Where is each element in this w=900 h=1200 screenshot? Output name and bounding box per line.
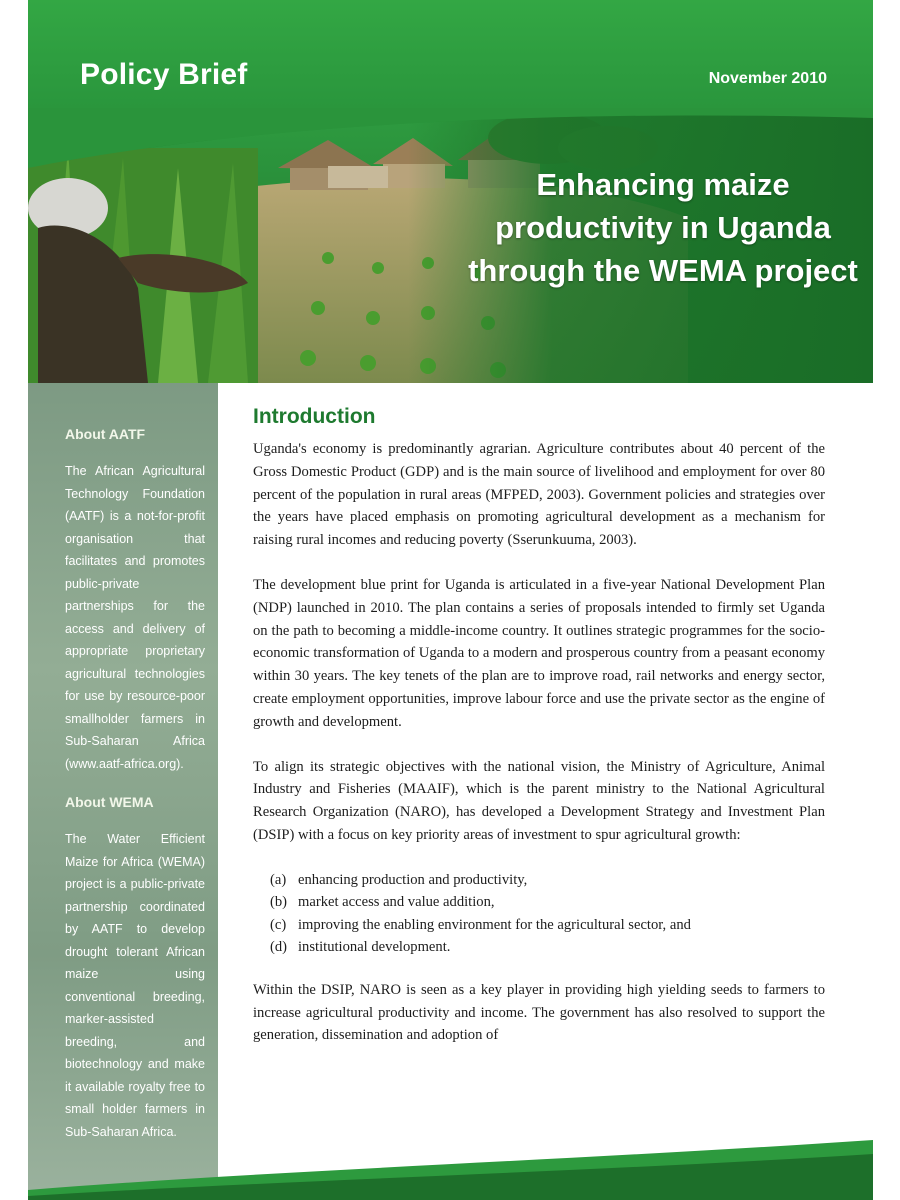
paragraph: To align its strategic objectives with the national vision, the Ministry of Agriculture, Animal Industry and Fisheries (MAAIF), which is the parent ministry to the National Agricultural Research Organization (NARO), has developed a Development Strategy and Investment Plan (DSIP) with a focus on key priority areas of investment to spur agricultural growth:	[253, 758, 825, 843]
policy-brief-page	[28, 0, 873, 1200]
list-item-text: institutional development.	[298, 939, 451, 956]
paragraph: Within the DSIP, NARO is seen as a key player in providing high yielding seeds to farmers to increase agricultural productivity and income. The government has also resolved to support the generation, dissemination and adoption of	[253, 981, 825, 1044]
sidebar-section-title: About WEMA	[65, 794, 154, 810]
list-item	[270, 891, 825, 914]
list-item-text: market access and value addition,	[298, 894, 495, 911]
sidebar-section-title: About AATF	[65, 426, 146, 442]
list-item	[270, 869, 825, 892]
sidebar	[28, 383, 218, 1200]
header-banner	[28, 0, 873, 383]
list-item	[270, 914, 825, 937]
list-marker: (a)	[270, 871, 287, 888]
policy-brief-label: Policy Brief	[80, 58, 248, 91]
sidebar-section-wema	[65, 794, 205, 1143]
page-title: Enhancing maize productivity in Uganda through the WEMA project	[468, 167, 858, 288]
list-item-text: enhancing production and productivity,	[298, 871, 528, 888]
list-marker: (b)	[270, 894, 288, 911]
section-heading: Introduction	[253, 405, 376, 428]
list-marker: (c)	[270, 916, 287, 933]
priority-list	[270, 869, 825, 959]
paragraph: Uganda's economy is predominantly agrarian. Agriculture contributes about 40 percent of the Gross Domestic Product (GDP) and is the main source of livelihood and employment for over 80 percent of the population in rural areas (MFPED, 2003). Government policies and strategies over the years have placed emphasis on promoting agricultural development as a mechanism for raising rural incomes and reducing poverty (Sserunkuuma, 2003).	[253, 441, 825, 549]
paragraph: The development blue print for Uganda is articulated in a five-year National Development Plan (NDP) launched in 2010. The plan contains a series of proposals intended to firmly set Uganda on the path to becoming a middle-income country. It outlines strategic programmes for the socio-economic transformation of Uganda to a modern and prosperous country from a peasant economy within 30 years. The key tenets of the plan are to improve road, rail networks and energy sector, create employment opportunities, improve labour force and use the private sector as the engine of growth and development.	[253, 576, 825, 730]
sidebar-section-body: The African Agricultural Technology Foundation (AATF) is a not-for-profit organisation that facilitates and promotes public-private partnerships for the access and delivery of appropriate proprietary agricultural technologies for use by resource-poor smallholder farmers in Sub-Saharan Africa (www.aatf-africa.org).	[65, 464, 205, 771]
publication-date: November 2010	[708, 70, 827, 87]
main-content	[253, 405, 825, 1069]
footer-swoosh	[28, 1130, 873, 1200]
list-marker: (d)	[270, 939, 288, 956]
list-item	[270, 936, 825, 959]
sidebar-section-body: The Water Efficient Maize for Africa (WEMA) project is a public-private partnership coordinated by AATF to develop drought tolerant African maize using conventional breeding, marker-assisted breeding, and biotechnology and make it available royalty free to small holder farmers in Sub-Saharan Africa.	[65, 832, 205, 1139]
sidebar-section-aatf	[65, 426, 205, 775]
list-item-text: improving the enabling environment for the agricultural sector, and	[298, 916, 691, 933]
